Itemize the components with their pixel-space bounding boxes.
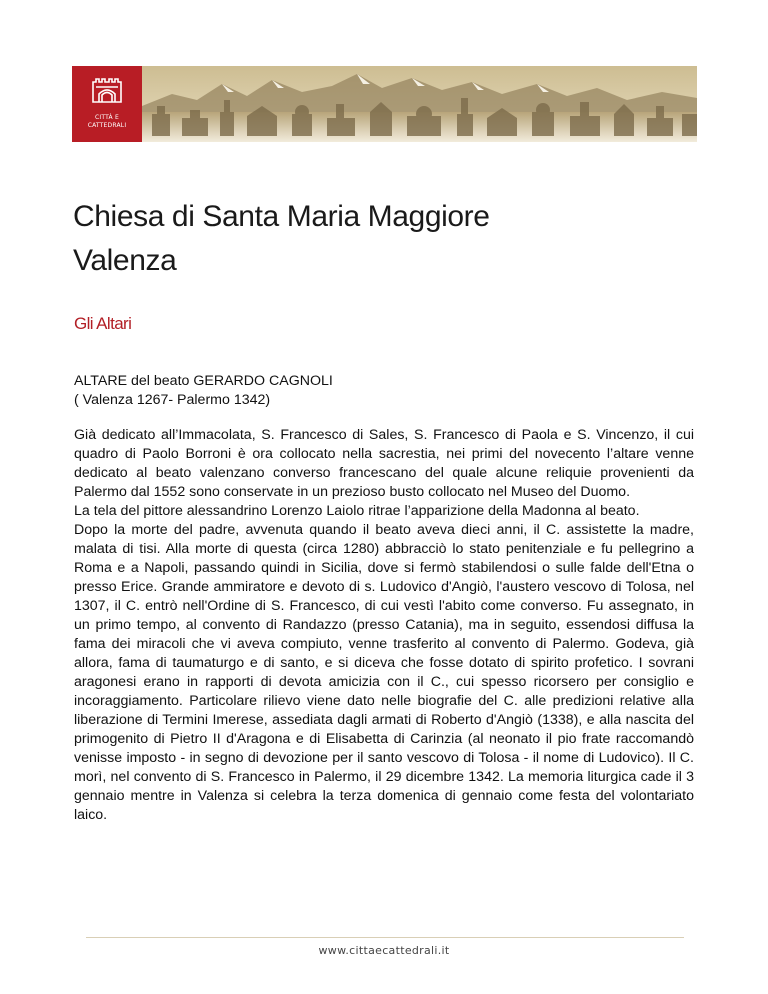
title-line-1: Chiesa di Santa Maria Maggiore — [73, 200, 490, 233]
paragraph: Dopo la morte del padre, avvenuta quando il beato aveva dieci anni, il C. assistette la madre, malata di tisi. Alla morte di questa (circa 1280) abbracciò lo stato penitenziale e fu pellegrino a Roma e a Napoli, passando quindi in Sicilia, dove si fermò stabilendosi o sulle falde dell'Etna o presso Erice. Grande ammiratore e devoto di s. Ludovico d'Angiò, l'austero vescovo di Tolosa, nel 1307, il C. entrò nell'Ordine di S. Francesco, di cui vestì l'abito come converso. Fu assegnato, in un primo tempo, al convento di Randazzo (presso Catania), ma in seguito, essendosi diffusa la fama dei miracoli che vi aveva compiuto, venne trasferito al convento di Palermo. Godeva, già allora, fama di taumaturgo e di santo, e si diceva che fosse dotato di spirito profetico. I sovrani aragonesi erano in rapporti di devota amicizia con il C., cui spesso ricorsero per consiglio e incoraggiamento. Particolare rilievo viene dato nelle biografie del C. alle predizioni relative alla liberazione di Termini Imerese, assediata dagli armati di Roberto d'Angiò (1338), e alla nascita del primogenito di Pietro II d'Aragona e di Elisabetta di Carinzia (al neonato il pio frate raccomandò venisse imposto - in segno di devozione per il santo vescovo di Tolosa - il nome di Ludovico). Il C. morì, nel convento di S. Francesco in Palermo, il 29 dicembre 1342. La memoria liturgica cade il 3 gennaio mentre in Valenza si celebra la terza domenica di gennaio come festa del volontariato laico. — [74, 522, 694, 823]
mountain-city-panorama — [142, 66, 697, 142]
logo-text-line2: CATTEDRALI — [87, 122, 127, 129]
altar-name: ALTARE del beato GERARDO CAGNOLI — [74, 373, 333, 389]
header-banner — [72, 66, 697, 142]
citta-e-cattedrali-logo[interactable] — [72, 66, 142, 142]
paragraph: Già dedicato all’Immacolata, S. Francesco di Sales, S. Francesco di Paola e S. Vincenzo, il cui quadro di Paolo Borroni è ora collocato nella sacrestia, nei primi del novecento l’altare venne dedicato al beato valenzano converso francescano del quale alcune reliquie provenienti da Palermo dal 1552 sono conservate in un prezioso busto collocato nel Museo del Duomo. — [74, 427, 694, 500]
page-title — [73, 195, 490, 283]
altar-heading — [74, 372, 333, 410]
section-title: Gli Altari — [74, 314, 132, 333]
footer-website-link[interactable]: www.cittaecattedrali.it — [318, 944, 450, 957]
footer-divider — [86, 937, 684, 938]
altar-dates: ( Valenza 1267- Palermo 1342) — [74, 392, 271, 408]
logo-text-line1: CITTÀ E — [95, 114, 119, 121]
castle-icon — [90, 74, 124, 104]
paragraph: La tela del pittore alessandrino Lorenzo Laiolo ritrae l’apparizione della Madonna al beato. — [74, 503, 640, 519]
title-line-2: Valenza — [73, 244, 177, 277]
body-text — [74, 426, 694, 825]
